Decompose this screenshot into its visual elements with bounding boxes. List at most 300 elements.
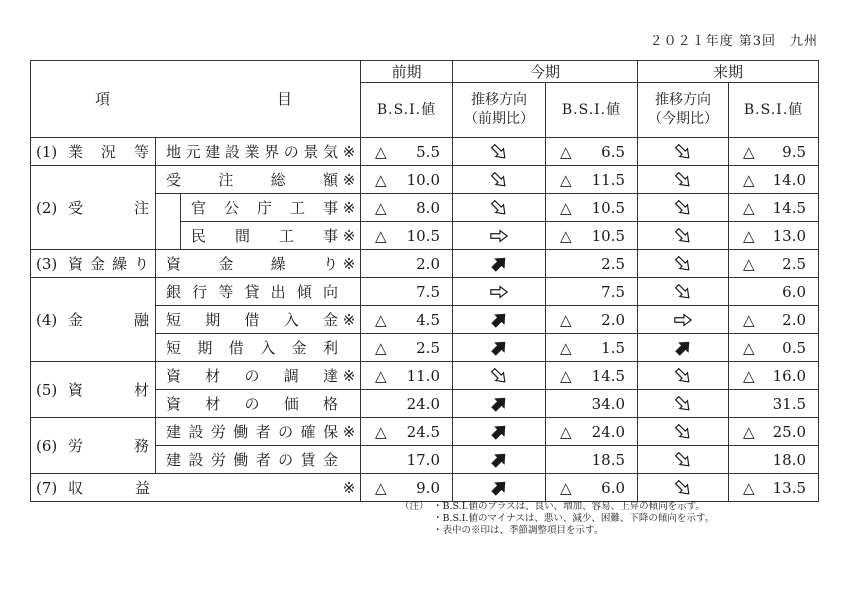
next-trend-cell (638, 278, 729, 306)
item-name: 建設労働者の確保 (166, 422, 338, 441)
table-row (31, 362, 819, 390)
minus-sign: △ (560, 310, 572, 329)
next-trend-cell (638, 194, 729, 222)
bsi-number: 2.5 (601, 254, 626, 273)
item-name: 建設労働者の賃金 (166, 450, 338, 469)
item-label-cell (156, 278, 361, 306)
prev-bsi-cell (361, 194, 453, 222)
group-number: (6) (36, 436, 58, 455)
current-bsi-cell (546, 362, 638, 390)
next-bsi-cell (729, 278, 819, 306)
prev-period-header: 前期 (361, 61, 453, 83)
group-name: 収益 (68, 478, 150, 497)
table-row (31, 278, 819, 306)
prev-bsi-value (361, 199, 452, 217)
minus-sign: △ (743, 226, 755, 245)
minus-sign: △ (375, 338, 387, 357)
minus-sign: △ (560, 226, 572, 245)
group-number: (4) (36, 310, 58, 329)
next-trend-header (638, 83, 729, 138)
prev-bsi-value (361, 423, 452, 441)
merged-label (31, 479, 360, 497)
prev-bsi-cell (361, 250, 453, 278)
prev-bsi-value (361, 367, 452, 385)
next-trend-cell (638, 362, 729, 390)
prev-bsi-value (361, 171, 452, 189)
next-bsi-value (729, 311, 818, 329)
bsi-number: 31.5 (772, 394, 807, 413)
indent-spacer (156, 194, 181, 250)
prev-bsi-value (361, 339, 452, 357)
item-label-cell (156, 166, 361, 194)
down-right-outline-arrow-icon (673, 282, 693, 302)
current-bsi-cell (546, 334, 638, 362)
minus-sign: △ (560, 366, 572, 385)
prev-bsi-cell (361, 278, 453, 306)
next-bsi-value (729, 339, 818, 357)
next-trend-cell (638, 222, 729, 250)
next-bsi-cell (729, 418, 819, 446)
minus-sign: △ (743, 338, 755, 357)
prev-bsi-cell (361, 362, 453, 390)
next-bsi-cell (729, 194, 819, 222)
footnote-line: ・B.S.I.値のマイナスは、悪い、減少、困難、下降の傾向を示す。 (433, 513, 715, 524)
current-trend-cell (453, 418, 546, 446)
prev-bsi-value (361, 143, 452, 161)
bsi-number: 17.0 (406, 450, 440, 469)
table-header (31, 61, 819, 138)
table-row (31, 474, 819, 502)
next-trend-cell (638, 418, 729, 446)
minus-sign: △ (560, 338, 572, 357)
bsi-number: 13.0 (772, 226, 807, 245)
minus-sign: △ (375, 478, 387, 497)
bsi-number: 7.5 (601, 282, 626, 301)
survey-title: ２０２１年度 第3回 九州 (649, 34, 818, 49)
bsi-number: 0.5 (782, 338, 807, 357)
prev-bsi-cell (361, 334, 453, 362)
bsi-number: 34.0 (591, 394, 626, 413)
group-label-cell (31, 138, 156, 166)
minus-sign: △ (560, 478, 572, 497)
minus-sign: △ (375, 310, 387, 329)
group-number: (5) (36, 380, 58, 399)
group-label-cell (31, 418, 156, 474)
bsi-number: 5.5 (416, 142, 440, 161)
prev-bsi-value (361, 451, 452, 469)
next-bsi-cell (729, 306, 819, 334)
item-label (156, 367, 360, 385)
bsi-table-body (31, 138, 819, 502)
next-bsi-value (729, 171, 818, 189)
group-label-cell (31, 474, 361, 502)
bsi-number: 14.5 (591, 366, 626, 385)
current-bsi-cell (546, 474, 638, 502)
bsi-number: 25.0 (772, 422, 807, 441)
current-bsi-cell (546, 306, 638, 334)
current-bsi-value (546, 367, 637, 385)
next-trend-cell (638, 474, 729, 502)
current-trend-header-line1: 推移方向 (471, 92, 527, 108)
item-name: 短期借入金利 (166, 338, 338, 357)
next-trend-cell (638, 446, 729, 474)
current-bsi-cell (546, 250, 638, 278)
group-label-cell (31, 166, 156, 250)
prev-bsi-value (361, 283, 452, 301)
footnotes (400, 501, 820, 537)
minus-sign: △ (560, 170, 572, 189)
bsi-number: 2.0 (601, 310, 626, 329)
current-trend-cell (453, 446, 546, 474)
prev-bsi-cell (361, 474, 453, 502)
prev-bsi-value (361, 255, 452, 273)
next-bsi-value (729, 227, 818, 245)
prev-bsi-cell (361, 222, 453, 250)
minus-sign: △ (375, 142, 387, 161)
next-bsi-value (729, 255, 818, 273)
current-bsi-cell (546, 138, 638, 166)
minus-sign: △ (375, 170, 387, 189)
bsi-number: 8.0 (416, 198, 440, 217)
minus-sign: △ (743, 422, 755, 441)
group-name: 金融 (68, 310, 149, 329)
next-bsi-value (729, 479, 818, 497)
up-right-filled-arrow-icon (489, 338, 509, 358)
next-bsi-value (729, 395, 818, 413)
seasonal-adjustment-mark: ※ (342, 310, 356, 329)
down-right-outline-arrow-icon (489, 198, 509, 218)
next-trend-cell (638, 390, 729, 418)
group-label (31, 479, 156, 497)
current-trend-cell (453, 278, 546, 306)
bsi-number: 2.5 (416, 338, 440, 357)
next-bsi-cell (729, 362, 819, 390)
next-bsi-value (729, 199, 818, 217)
table-row (31, 418, 819, 446)
bsi-number: 24.0 (591, 422, 626, 441)
current-bsi-value (546, 255, 637, 273)
down-right-outline-arrow-icon (673, 450, 693, 470)
right-outline-arrow-icon (673, 310, 693, 330)
group-label-cell (31, 250, 156, 278)
current-trend-header (453, 83, 546, 138)
next-bsi-cell (729, 474, 819, 502)
group-label-cell (31, 362, 156, 418)
item-label-cell (156, 446, 361, 474)
item-label-cell (156, 418, 361, 446)
current-bsi-cell (546, 166, 638, 194)
minus-sign: △ (560, 198, 572, 217)
current-bsi-cell (546, 194, 638, 222)
footnote-label: （注） (400, 501, 429, 512)
seasonal-adjustment-mark: ※ (342, 366, 356, 385)
group-number: (2) (36, 198, 58, 217)
current-bsi-value (546, 283, 637, 301)
prev-bsi-cell (361, 418, 453, 446)
current-bsi-value (546, 311, 637, 329)
bsi-number: 2.5 (782, 254, 807, 273)
table-row (31, 166, 819, 194)
down-right-outline-arrow-icon (489, 366, 509, 386)
group-number: (1) (36, 142, 58, 161)
down-right-outline-arrow-icon (673, 422, 693, 442)
minus-sign: △ (560, 422, 572, 441)
minus-sign: △ (743, 198, 755, 217)
item-label (156, 339, 360, 357)
current-period-header: 今期 (453, 61, 638, 83)
bsi-table (30, 60, 819, 502)
minus-sign: △ (743, 254, 755, 273)
prev-bsi-cell (361, 446, 453, 474)
item-label (156, 255, 360, 273)
up-right-filled-arrow-icon (673, 338, 693, 358)
up-right-filled-arrow-icon (489, 422, 509, 442)
item-name: 資金繰り (166, 254, 338, 273)
header-row-periods (31, 61, 819, 83)
bsi-number: 4.5 (416, 310, 440, 329)
right-outline-arrow-icon (489, 282, 509, 302)
seasonal-adjustment-mark: ※ (342, 226, 356, 245)
next-bsi-cell (729, 390, 819, 418)
up-right-filled-arrow-icon (489, 254, 509, 274)
bsi-number: 14.5 (772, 198, 807, 217)
minus-sign: △ (375, 198, 387, 217)
item-header-right: 目 (276, 90, 292, 108)
footnote-lines (433, 501, 714, 537)
current-bsi-cell (546, 278, 638, 306)
item-label (156, 143, 360, 161)
item-label (156, 311, 360, 329)
prev-bsi-value (361, 479, 452, 497)
prev-bsi-cell (361, 390, 453, 418)
item-header-text (31, 90, 360, 108)
prev-bsi-value (361, 311, 452, 329)
down-right-outline-arrow-icon (673, 254, 693, 274)
current-trend-cell (453, 362, 546, 390)
next-bsi-value (729, 451, 818, 469)
up-right-filled-arrow-icon (489, 450, 509, 470)
minus-sign: △ (375, 226, 387, 245)
bsi-number: 11.5 (591, 170, 626, 189)
table-row (31, 250, 819, 278)
next-bsi-value (729, 423, 818, 441)
item-name: 地元建設業界の景気 (166, 142, 338, 161)
up-right-filled-arrow-icon (489, 394, 509, 414)
minus-sign: △ (743, 366, 755, 385)
item-label-cell (181, 222, 361, 250)
bsi-number: 6.0 (782, 282, 807, 301)
item-label (181, 199, 360, 217)
current-trend-cell (453, 222, 546, 250)
down-right-outline-arrow-icon (673, 478, 693, 498)
current-trend-cell (453, 474, 546, 502)
item-name: 民間工事 (191, 226, 338, 245)
bsi-number: 10.5 (406, 226, 440, 245)
seasonal-adjustment-mark: ※ (342, 142, 356, 161)
bsi-number: 2.0 (782, 310, 807, 329)
item-label-cell (156, 334, 361, 362)
current-bsi-value (546, 199, 637, 217)
down-right-outline-arrow-icon (673, 226, 693, 246)
minus-sign: △ (375, 422, 387, 441)
down-right-outline-arrow-icon (673, 170, 693, 190)
item-label-cell (156, 390, 361, 418)
item-name: 資材の調達 (166, 366, 338, 385)
prev-bsi-cell (361, 306, 453, 334)
next-trend-cell (638, 334, 729, 362)
next-trend-header-line2: （今期比） (648, 111, 719, 127)
current-trend-cell (453, 306, 546, 334)
group-label (31, 143, 155, 161)
next-trend-cell (638, 138, 729, 166)
item-label (156, 423, 360, 441)
bsi-number: 2.0 (416, 254, 440, 273)
minus-sign: △ (743, 142, 755, 161)
table-row (31, 138, 819, 166)
group-label (31, 255, 155, 273)
up-right-filled-arrow-icon (489, 478, 509, 498)
item-label (156, 171, 360, 189)
seasonal-adjustment-mark: ※ (342, 254, 356, 273)
current-trend-header-line2: （前期比） (464, 111, 534, 127)
item-name: 短期借入金 (166, 310, 338, 329)
item-name: 官公庁工事 (191, 198, 338, 217)
current-trend-cell (453, 194, 546, 222)
minus-sign: △ (560, 142, 572, 161)
seasonal-adjustment-mark: ※ (342, 170, 356, 189)
minus-sign: △ (743, 170, 755, 189)
next-bsi-cell (729, 446, 819, 474)
prev-bsi-value (361, 227, 452, 245)
down-right-outline-arrow-icon (673, 394, 693, 414)
item-name: 資材の価格 (166, 394, 338, 413)
current-bsi-cell (546, 390, 638, 418)
next-trend-cell (638, 166, 729, 194)
next-trend-cell (638, 306, 729, 334)
bsi-number: 1.5 (601, 338, 626, 357)
group-number: (7) (36, 478, 58, 497)
down-right-outline-arrow-icon (673, 198, 693, 218)
item-header-left: 項 (95, 90, 111, 108)
down-right-outline-arrow-icon (673, 366, 693, 386)
seasonal-adjustment-mark: ※ (342, 422, 356, 441)
current-trend-cell (453, 166, 546, 194)
current-bsi-value (546, 423, 637, 441)
item-label-cell (156, 362, 361, 390)
bsi-number: 16.0 (772, 366, 807, 385)
next-bsi-value (729, 143, 818, 161)
next-trend-header-line1: 推移方向 (655, 92, 712, 108)
group-label (31, 381, 155, 399)
bsi-number: 9.0 (416, 478, 440, 497)
current-trend-cell (453, 250, 546, 278)
next-trend-cell (638, 250, 729, 278)
minus-sign: △ (375, 366, 387, 385)
current-bsi-value (546, 451, 637, 469)
current-trend-cell (453, 390, 546, 418)
group-label (31, 437, 155, 455)
bsi-number: 24.5 (406, 422, 440, 441)
bsi-number: 6.0 (601, 478, 626, 497)
seasonal-adjustment-mark: ※ (342, 478, 356, 497)
group-name: 業況等 (68, 142, 149, 161)
bsi-number: 10.5 (591, 226, 626, 245)
next-bsi-header: B.S.I.値 (729, 83, 819, 138)
bsi-number: 6.5 (601, 142, 626, 161)
next-bsi-cell (729, 334, 819, 362)
group-name: 資金繰り (68, 254, 149, 273)
item-label (181, 227, 360, 245)
footnote-line: ・表中の※印は、季節調整項目を示す。 (433, 525, 604, 536)
down-right-outline-arrow-icon (489, 170, 509, 190)
bsi-number: 24.0 (406, 394, 440, 413)
current-bsi-header: B.S.I.値 (546, 83, 638, 138)
seasonal-adjustment-mark: ※ (342, 198, 356, 217)
next-period-header: 来期 (638, 61, 819, 83)
minus-sign: △ (743, 478, 755, 497)
current-bsi-value (546, 395, 637, 413)
group-label-cell (31, 278, 156, 362)
bsi-number: 11.0 (406, 366, 440, 385)
item-label (156, 395, 360, 413)
bsi-number: 18.0 (772, 450, 807, 469)
current-bsi-value (546, 227, 637, 245)
prev-bsi-value (361, 395, 452, 413)
current-bsi-value (546, 479, 637, 497)
next-bsi-cell (729, 166, 819, 194)
bsi-number: 9.5 (782, 142, 807, 161)
footnote-line: ・B.S.I.値のプラスは、良い、増加、容易、上昇の傾向を示す。 (433, 501, 705, 512)
item-name: 受注総額 (166, 170, 338, 189)
current-bsi-value (546, 143, 637, 161)
group-number: (3) (36, 254, 58, 273)
item-name: 銀行等貸出傾向 (166, 282, 338, 301)
next-bsi-cell (729, 250, 819, 278)
bsi-number: 14.0 (772, 170, 807, 189)
next-bsi-value (729, 283, 818, 301)
current-bsi-cell (546, 222, 638, 250)
down-right-outline-arrow-icon (673, 142, 693, 162)
prev-bsi-cell (361, 138, 453, 166)
down-right-outline-arrow-icon (489, 142, 509, 162)
minus-sign: △ (743, 310, 755, 329)
item-label-cell (156, 138, 361, 166)
next-bsi-cell (729, 222, 819, 250)
bsi-number: 10.0 (406, 170, 440, 189)
group-label (31, 199, 155, 217)
current-bsi-cell (546, 446, 638, 474)
prev-bsi-header: B.S.I.値 (361, 83, 453, 138)
item-label (156, 451, 360, 469)
prev-bsi-cell (361, 166, 453, 194)
next-bsi-cell (729, 138, 819, 166)
item-header (31, 61, 361, 138)
right-outline-arrow-icon (489, 226, 509, 246)
group-label (31, 311, 155, 329)
current-bsi-value (546, 171, 637, 189)
current-trend-cell (453, 334, 546, 362)
up-right-filled-arrow-icon (489, 310, 509, 330)
current-bsi-value (546, 339, 637, 357)
next-bsi-value (729, 367, 818, 385)
item-label-cell (181, 194, 361, 222)
bsi-number: 10.5 (591, 198, 626, 217)
current-trend-cell (453, 138, 546, 166)
group-name: 資材 (68, 380, 149, 399)
item-label-cell (156, 250, 361, 278)
group-name: 労務 (68, 436, 149, 455)
item-label (156, 283, 360, 301)
